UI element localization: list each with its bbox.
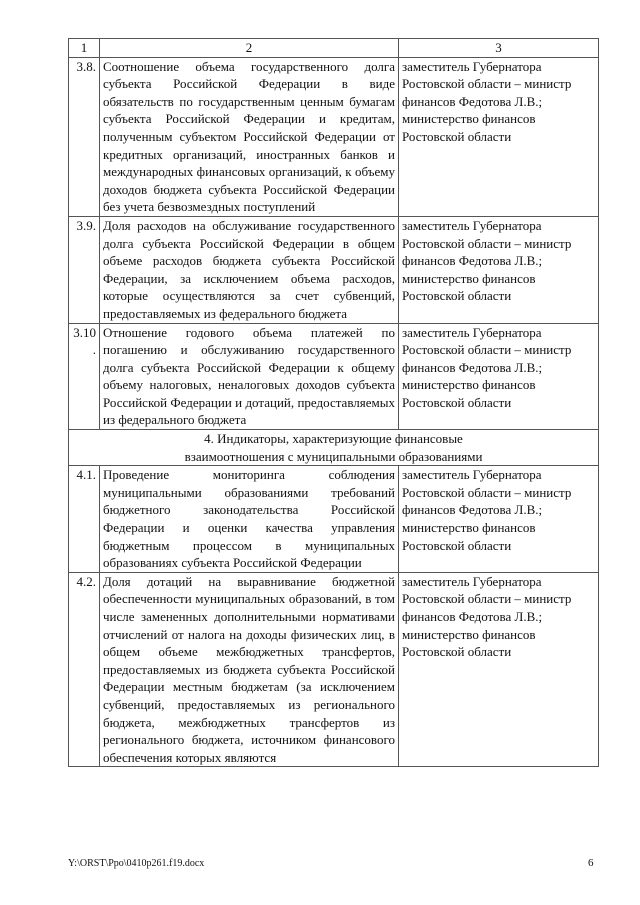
responsible-line: Ростовской области – министр	[402, 76, 572, 92]
header-col-2: 2	[100, 39, 399, 58]
row-number: 4.1.	[69, 466, 100, 573]
indicator-text: Отношение годового объема платежей по погашению и обслуживанию государственного долга субъекта Российской Федерации к общему объему налоговых, неналоговых доходов субъекта Российской Федерации и дотаций, предоставляемых из федерального бюджета	[100, 323, 399, 430]
row-number: 4.2.	[69, 572, 100, 767]
table-row	[69, 57, 599, 216]
indicator-text: Доля расходов на обслуживание государственного долга субъекта Российской Федерации в общем объеме расходов бюджета субъекта Российской Федерации, за исключением объема расходов, которые осуществляются за счет субвенций, предоставляемых из федерального бюджета	[100, 216, 399, 323]
responsible-line: заместитель Губернатора	[402, 573, 542, 589]
responsible-line: Ростовской области	[402, 644, 512, 660]
responsible-line: Ростовской области – министр	[402, 591, 572, 607]
section-heading-line: 4. Индикаторы, характеризующие финансовые	[204, 431, 463, 447]
responsible-line: Ростовской области	[402, 537, 512, 553]
section-heading	[69, 430, 599, 466]
responsible-line: Ростовской области – министр	[402, 235, 572, 251]
responsible-line: финансов Федотова Л.В.;	[402, 253, 543, 269]
footer-file-path: Y:\ORST\Ppo\0410p261.f19.docx	[68, 858, 205, 869]
responsible-cell	[399, 572, 599, 767]
responsible-line: министерство финансов	[402, 377, 536, 393]
responsible-line: министерство финансов	[402, 520, 536, 536]
responsible-line: заместитель Губернатора	[402, 324, 542, 340]
table-row	[69, 572, 599, 767]
responsible-line: заместитель Губернатора	[402, 467, 542, 483]
responsible-line: министерство финансов	[402, 270, 536, 286]
section-heading-row	[69, 430, 599, 466]
responsible-line: финансов Федотова Л.В.;	[402, 502, 543, 518]
responsible-line: министерство финансов	[402, 626, 536, 642]
row-number: 3.8.	[69, 57, 100, 216]
row-number: 3.10.	[69, 323, 100, 430]
responsible-cell	[399, 216, 599, 323]
indicator-text: Доля дотаций на выравнивание бюджетной обеспеченности муниципальных образований, в том числе замененных дополнительными нормативами отчислений от налога на доходы физических лиц, в общем объеме межбюджетных трансфертов, предоставляемых из бюджета субъекта Российской Федерации местным бюджетам (за исключением субвенций, предоставляемых из регионального бюджета, межбюджетных трансфертов из регионального бюджета, источником финансового обеспечения которых являются	[100, 572, 399, 767]
responsible-line: заместитель Губернатора	[402, 58, 542, 74]
responsible-line: министерство финансов	[402, 111, 536, 127]
section-heading-line: взаимоотношения с муниципальными образованиями	[184, 448, 483, 464]
page-number: 6	[588, 857, 594, 869]
indicator-text: Проведение мониторинга соблюдения муниципальными образованиями требований бюджетного законодательства Российской Федерации и оценки качества управления бюджетным процессом в муниципальных образованиях субъекта Российской Федерации	[100, 466, 399, 573]
table-row	[69, 323, 599, 430]
responsible-cell	[399, 466, 599, 573]
row-number: 3.9.	[69, 216, 100, 323]
responsible-line: Ростовской области	[402, 128, 512, 144]
header-col-1: 1	[69, 39, 100, 58]
responsible-line: финансов Федотова Л.В.;	[402, 359, 543, 375]
responsible-line: финансов Федотова Л.В.;	[402, 609, 543, 624]
table-header-row	[69, 39, 599, 58]
responsible-line: финансов Федотова Л.В.;	[402, 93, 543, 109]
indicator-text: Соотношение объема государственного долга субъекта Российской Федерации в виде обязательств по государственным ценным бумагам субъекта Российской Федерации и кредитам, полученным субъектом Российской Федерации от кредитных организаций, иностранных банков и международных финансовых организаций, к объему доходов бюджета субъекта Российской Федерации без учета безвозмездных поступлений	[100, 57, 399, 216]
table-row	[69, 216, 599, 323]
responsible-cell	[399, 57, 599, 216]
responsible-cell	[399, 323, 599, 430]
table-row	[69, 466, 599, 573]
responsible-line: Ростовской области	[402, 394, 512, 410]
responsible-line: заместитель Губернатора	[402, 217, 542, 233]
responsible-line: Ростовской области – министр	[402, 484, 572, 500]
responsible-line: Ростовской области	[402, 288, 512, 304]
responsible-line: Ростовской области – министр	[402, 342, 572, 358]
indicators-table	[68, 38, 599, 767]
header-col-3: 3	[399, 39, 599, 58]
